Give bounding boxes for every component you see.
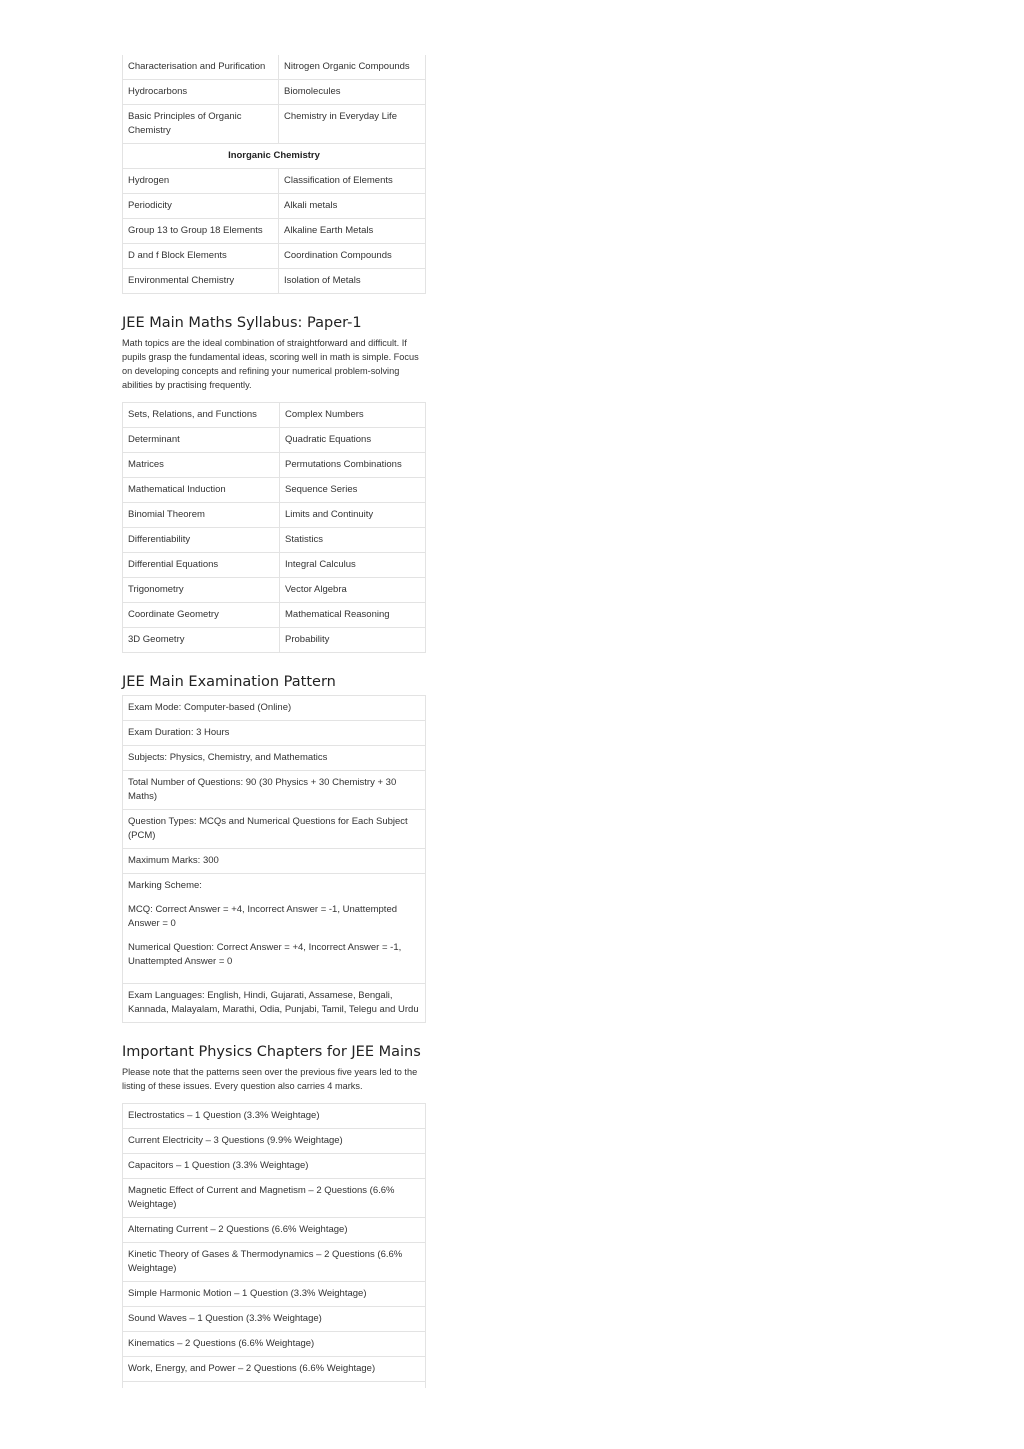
table-cell: Trigonometry [123,578,280,603]
table-cell: Permutations Combinations [280,453,426,478]
table-row [123,810,426,849]
mcq-marking-text: MCQ: Correct Answer = +4, Incorrect Answer = -1, Unattempted Answer = 0 [128,904,398,929]
table-row [123,478,426,503]
table-row [123,169,426,194]
table-cell: Probability [280,628,426,653]
table-cell: Periodicity [123,194,279,219]
table-cell: Work, Energy, and Power – 2 Questions (6.6% Weightage) [123,1357,426,1382]
table-row [123,578,426,603]
subjects-cell: Subjects: Physics, Chemistry, and Mathematics [123,746,426,771]
table-cell: Basic Principles of Organic Chemistry [123,105,279,144]
table-row [123,553,426,578]
table-cell: Kinetic Theory of Gases & Thermodynamics – 2 Questions (6.6% Weightage) [123,1243,426,1282]
table-cell: Mathematical Reasoning [280,603,426,628]
table-row [123,1357,426,1382]
table-cell: Simple Harmonic Motion – 1 Question (3.3% Weightage) [123,1282,426,1307]
table-cell: Statistics [280,528,426,553]
inorganic-chemistry-heading: Inorganic Chemistry [123,144,426,169]
table-cell: Nitrogen Organic Compounds [279,55,426,80]
table-cell: Coordinate Geometry [123,603,280,628]
table-cell: Differential Equations [123,553,280,578]
table-row [123,696,426,721]
table-cell: Environmental Chemistry [123,269,279,294]
table-row [123,1243,426,1282]
marking-scheme-cell [123,874,426,984]
table-cell: Differentiability [123,528,280,553]
table-cell: Matrices [123,453,280,478]
table-cell: Quadratic Equations [280,428,426,453]
table-cell: Integral Calculus [280,553,426,578]
table-row [123,874,426,984]
maths-intro-paragraph: Math topics are the ideal combination of straightforward and difficult. If pupils grasp the fundamental ideas, scoring well in math is simple. Focus on developing concepts and refining your numerical problem-solving abilities by practising frequently. [122,338,419,390]
table-row [123,1104,426,1129]
chemistry-syllabus-table [122,55,426,294]
table-cell: Mathematical Induction [123,478,280,503]
table-cell: Biomolecules [279,80,426,105]
maths-syllabus-table [122,402,426,653]
table-cell: Vector Algebra [280,578,426,603]
question-types-cell: Question Types: MCQs and Numerical Questions for Each Subject (PCM) [123,810,426,849]
table-row [123,194,426,219]
table-row [123,503,426,528]
table-cell: Sound Waves – 1 Question (3.3% Weightage) [123,1307,426,1332]
table-cell: Hydrogen [123,169,279,194]
table-row [123,1154,426,1179]
table-cell: D and f Block Elements [123,244,279,269]
table-cell: Complex Numbers [280,403,426,428]
table-row [123,1332,426,1357]
table-row [123,80,426,105]
table-row [123,453,426,478]
table-row [123,1307,426,1332]
exam-duration-cell: Exam Duration: 3 Hours [123,721,426,746]
table-section-row [123,144,426,169]
table-cell [123,1382,426,1389]
table-row [123,219,426,244]
table-cell: Alternating Current – 2 Questions (6.6% Weightage) [123,1218,426,1243]
table-cell: Sets, Relations, and Functions [123,403,280,428]
table-cell: Magnetic Effect of Current and Magnetism – 2 Questions (6.6% Weightage) [123,1179,426,1218]
table-row [123,603,426,628]
table-cell: 3D Geometry [123,628,280,653]
physics-chapters-table [122,1103,426,1388]
article-content [122,55,426,1388]
table-row-cut [123,1382,426,1389]
table-row [123,428,426,453]
table-cell: Characterisation and Purification [123,55,279,80]
table-row [123,1282,426,1307]
table-row [123,55,426,80]
table-row [123,528,426,553]
table-cell: Coordination Compounds [279,244,426,269]
table-cell: Classification of Elements [279,169,426,194]
physics-intro-paragraph: Please note that the patterns seen over the previous five years led to the listing of these issues. Every question also carries 4 marks. [122,1067,418,1091]
table-row [123,1129,426,1154]
table-cell: Kinematics – 2 Questions (6.6% Weightage) [123,1332,426,1357]
table-row [123,1218,426,1243]
table-row [123,849,426,874]
table-cell: Group 13 to Group 18 Elements [123,219,279,244]
table-row [123,628,426,653]
maths-syllabus-heading: JEE Main Maths Syllabus: Paper-1 [122,315,362,331]
exam-pattern-table [122,695,426,1023]
question-count-cell: Total Number of Questions: 90 (30 Physics + 30 Chemistry + 30 Maths) [123,771,426,810]
table-cell: Electrostatics – 1 Question (3.3% Weightage) [123,1104,426,1129]
table-row [123,771,426,810]
table-cell: Alkaline Earth Metals [279,219,426,244]
exam-mode-cell: Exam Mode: Computer-based (Online) [123,696,426,721]
marking-scheme-label: Marking Scheme: [128,880,202,891]
table-row [123,244,426,269]
table-cell: Sequence Series [280,478,426,503]
table-cell: Isolation of Metals [279,269,426,294]
exam-languages-cell: Exam Languages: English, Hindi, Gujarati, Assamese, Bengali, Kannada, Malayalam, Marathi, Odia, Punjabi, Tamil, Telegu and Urdu [123,984,426,1023]
table-cell: Current Electricity – 3 Questions (9.9% Weightage) [123,1129,426,1154]
table-cell: Chemistry in Everyday Life [279,105,426,144]
table-row [123,984,426,1023]
numerical-marking-text: Numerical Question: Correct Answer = +4, Incorrect Answer = -1, Unattempted Answer = 0 [128,942,402,967]
table-row [123,746,426,771]
exam-pattern-heading: JEE Main Examination Pattern [122,674,336,690]
table-cell: Limits and Continuity [280,503,426,528]
max-marks-cell: Maximum Marks: 300 [123,849,426,874]
table-row [123,721,426,746]
table-cell: Capacitors – 1 Question (3.3% Weightage) [123,1154,426,1179]
table-cell: Binomial Theorem [123,503,280,528]
table-row [123,269,426,294]
table-row [123,105,426,144]
physics-chapters-heading: Important Physics Chapters for JEE Mains [122,1044,421,1060]
table-row [123,1179,426,1218]
table-row [123,403,426,428]
table-cell: Hydrocarbons [123,80,279,105]
table-cell: Determinant [123,428,280,453]
table-cell: Alkali metals [279,194,426,219]
